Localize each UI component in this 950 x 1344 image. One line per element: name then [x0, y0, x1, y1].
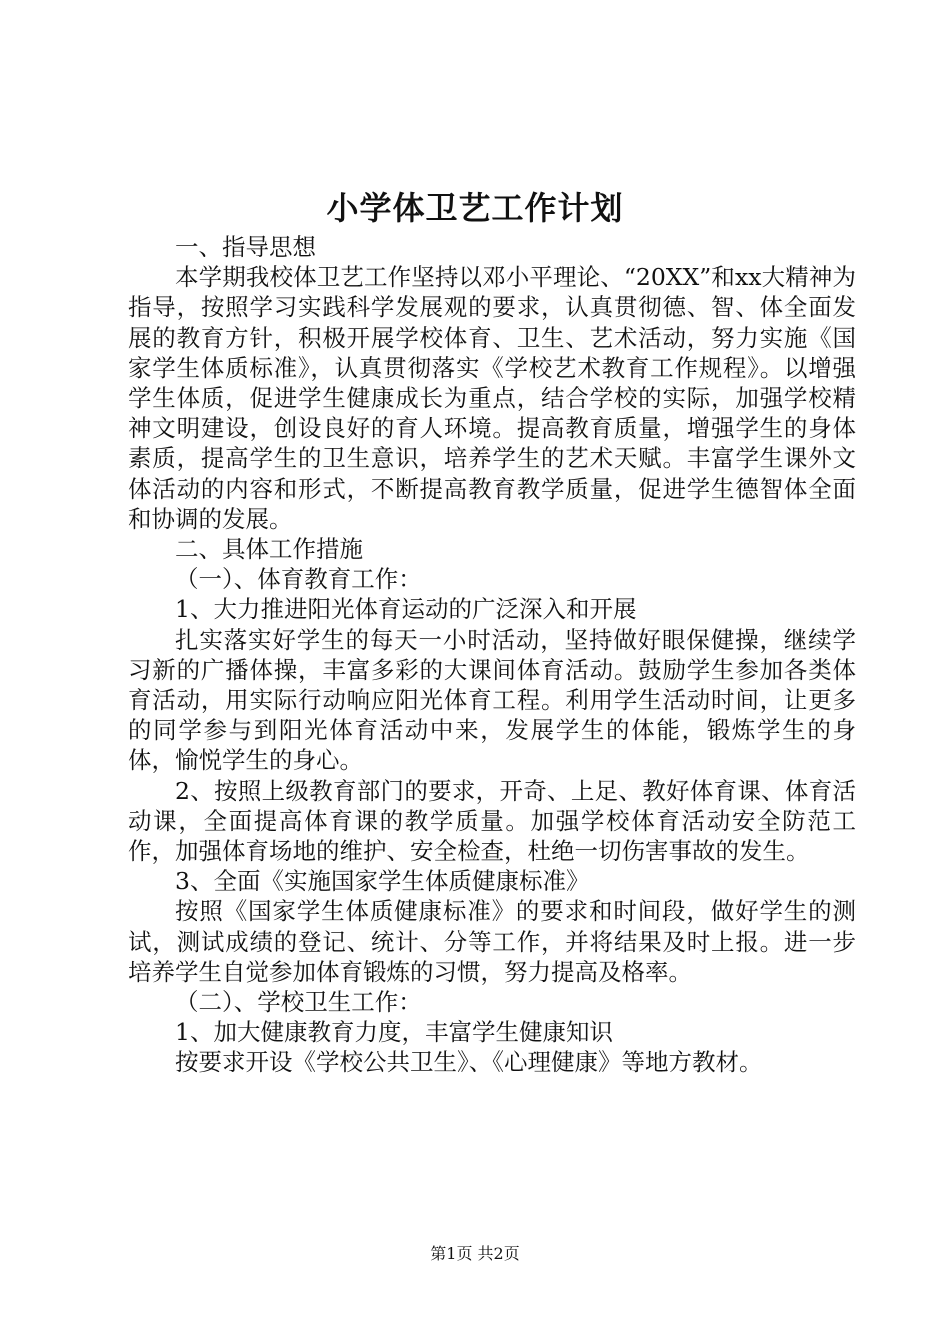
document-body	[128, 232, 856, 1078]
paragraph-fitness-testing: 按照《国家学生体质健康标准》的要求和时间段，做好学生的测试，测试成绩的登记、统计、分等工作，并将结果及时上报。进一步培养学生自觉参加体育锻炼的习惯，努力提高及格率。	[128, 897, 856, 986]
paragraph-daily-activity: 扎实落实好学生的每天一小时活动，坚持做好眼保健操，继续学习新的广播体操，丰富多彩的大课间体育活动。鼓励学生参加各类体育活动，用实际行动响应阳光体育工程。利用学生活动时间，让更多的同学参与到阳光体育活动中来，发展学生的体能，锻炼学生的身体，愉悦学生的身心。	[128, 625, 856, 775]
document-title: 小学体卫艺工作计划	[326, 189, 624, 227]
subheading-health-work: （二）、学校卫生工作：	[175, 988, 422, 1017]
item-1-health-education: 1、加大健康教育力度，丰富学生健康知识	[175, 1018, 613, 1047]
item-2-pe-classes: 2、按照上级教育部门的要求，开奇、上足、教好体育课、体育活动课，全面提高体育课的教学质量。加强学校体育活动安全防范工作，加强体育场地的维护、安全检查，杜绝一切伤害事故的发生。	[128, 776, 856, 866]
item-3-fitness-standard: 3、全面《实施国家学生体质健康标准》	[175, 867, 590, 896]
subheading-pe-work: （一）、体育教育工作：	[175, 565, 422, 594]
heading-guiding-ideology: 一、指导思想	[175, 233, 316, 261]
heading-work-measures: 二、具体工作措施	[175, 535, 363, 564]
paragraph-guiding-ideology: 本学期我校体卫艺工作坚持以邓小平理论、“20XX”和xx大精神为指导，按照学习实践科学发展观的要求，认真贯彻德、智、体全面发展的教育方针，积极开展学校体育、卫生、艺术活动，努力实施《国家学生体质标准》，认真贯彻落实《学校艺术教育工作规程》。以增强学生体质，促进学生健康成长为重点，结合学校的实际，加强学校精神文明建设，创设良好的育人环境。提高教育质量，增强学生的身体素质，提高学生的卫生意识，培养学生的艺术天赋。丰富学生课外文体活动的内容和形式，不断提高教育教学质量，促进学生德智体全面和协调的发展。	[128, 263, 856, 533]
page-number-footer: 第1页 共2页	[430, 1244, 520, 1263]
item-1-sunshine-sports: 1、大力推进阳光体育运动的广泛深入和开展	[175, 595, 637, 624]
paragraph-health-textbooks: 按要求开设《学校公共卫生》、《心理健康》等地方教材。	[175, 1048, 763, 1077]
